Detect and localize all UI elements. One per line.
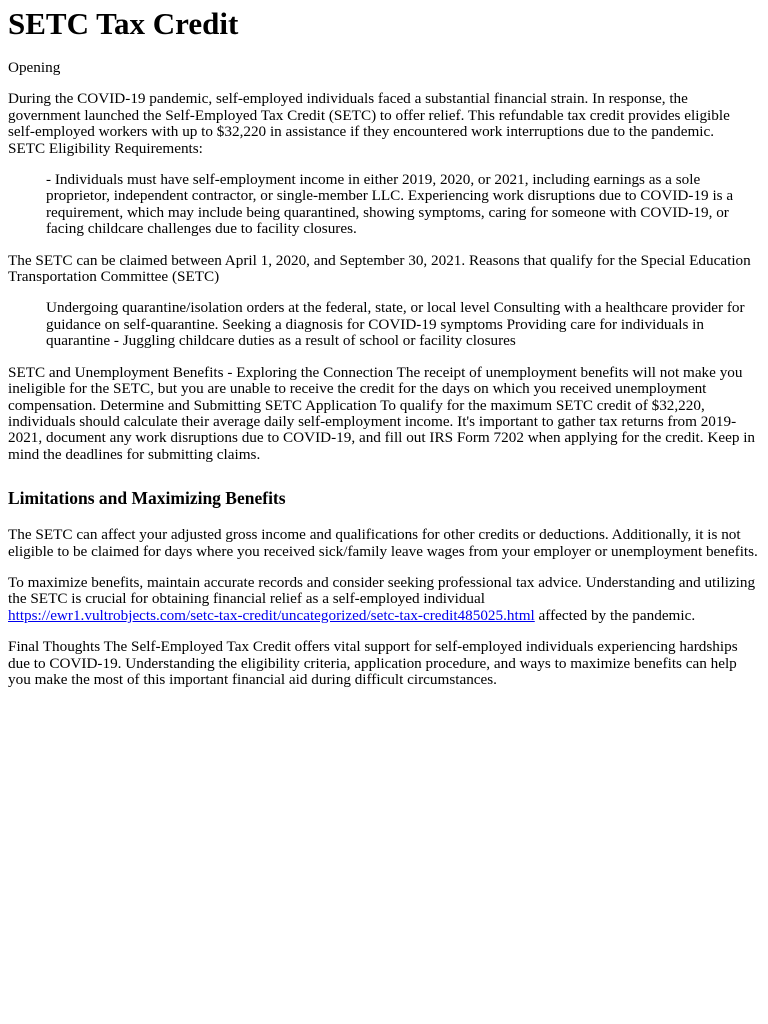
final-thoughts-paragraph: Final Thoughts The Self-Employed Tax Credit offers vital support for self-employed individuals experiencing hardships due to COVID-19. Understanding the eligibility criteria, application procedure, and ways to maximize benefits can help you make the most of this important financial aid during difficult circumstances. xyxy=(8,638,738,688)
limitations-heading: Limitations and Maximizing Benefits xyxy=(8,488,286,509)
eligibility-quote: - Individuals must have self-employment income in either 2019, 2020, or 2021, including earnings as a sole proprietor, independent contractor, or single-member LLC. Experiencing work disruptions due to COVID-19 is a requirement, which may include being quarantined, showing symptoms, caring for someone with COVID-19, or facing childcare challenges due to facility closures. xyxy=(46,171,734,238)
intro-paragraph: During the COVID-19 pandemic, self-employed individuals faced a substantial financial strain. In response, the government launched the Self-Employed Tax Credit (SETC) to offer relief. This refundable tax credit provides eligible self-employed workers with up to $32,220 in assistance if they encountered work interruptions due to the pandemic. xyxy=(8,90,730,141)
setc-article-link[interactable]: https://ewr1.vultrobjects.com/setc-tax-credit/uncategorized/setc-tax-credit485025.html xyxy=(8,606,535,624)
eligibility-heading: SETC Eligibility Requirements: xyxy=(8,139,203,157)
intro-block xyxy=(8,91,760,157)
claim-period-paragraph: The SETC can be claimed between April 1, 2020, and September 30, 2021. Reasons that qualify for the Special Education Transportation Committee (SETC) xyxy=(8,251,751,286)
reasons-quote: Undergoing quarantine/isolation orders at the federal, state, or local level Consulting with a healthcare provider for guidance on self-quarantine. Seeking a diagnosis for COVID-19 symptoms Providing care for individuals in quarantine - Juggling childcare duties as a result of school or facility closures xyxy=(46,299,745,350)
maximize-tail: affected by the pandemic. xyxy=(534,606,696,624)
page-title: SETC Tax Credit xyxy=(8,6,239,41)
maximize-text: To maximize benefits, maintain accurate records and consider seeking professional tax advice. Understanding and utilizing the SETC is crucial for obtaining financial relief as a self-employed individual xyxy=(8,573,756,608)
unemployment-paragraph: SETC and Unemployment Benefits - Exploring the Connection The receipt of unemployment benefits will not make you ineligible for the SETC, but you are unable to receive the credit for the days on which you received unemployment compensation. Determine and Submitting SETC Application To qualify for the maximum SETC credit of $32,220, individuals should calculate their average daily self-employment income. It's important to gather tax returns from 2019-2021, document any work disruptions due to COVID-19, and fill out IRS Form 7202 when applying for the credit. Keep in mind the deadlines for submitting claims. xyxy=(8,363,756,463)
opening-paragraph: Opening xyxy=(8,59,61,76)
limitations-paragraph: The SETC can affect your adjusted gross income and qualifications for other credits or deductions. Additionally, it is not eligible to be claimed for days where you received sick/family leave wages from your employer or unemployment benefits. xyxy=(8,526,758,560)
maximize-paragraph xyxy=(8,575,760,624)
